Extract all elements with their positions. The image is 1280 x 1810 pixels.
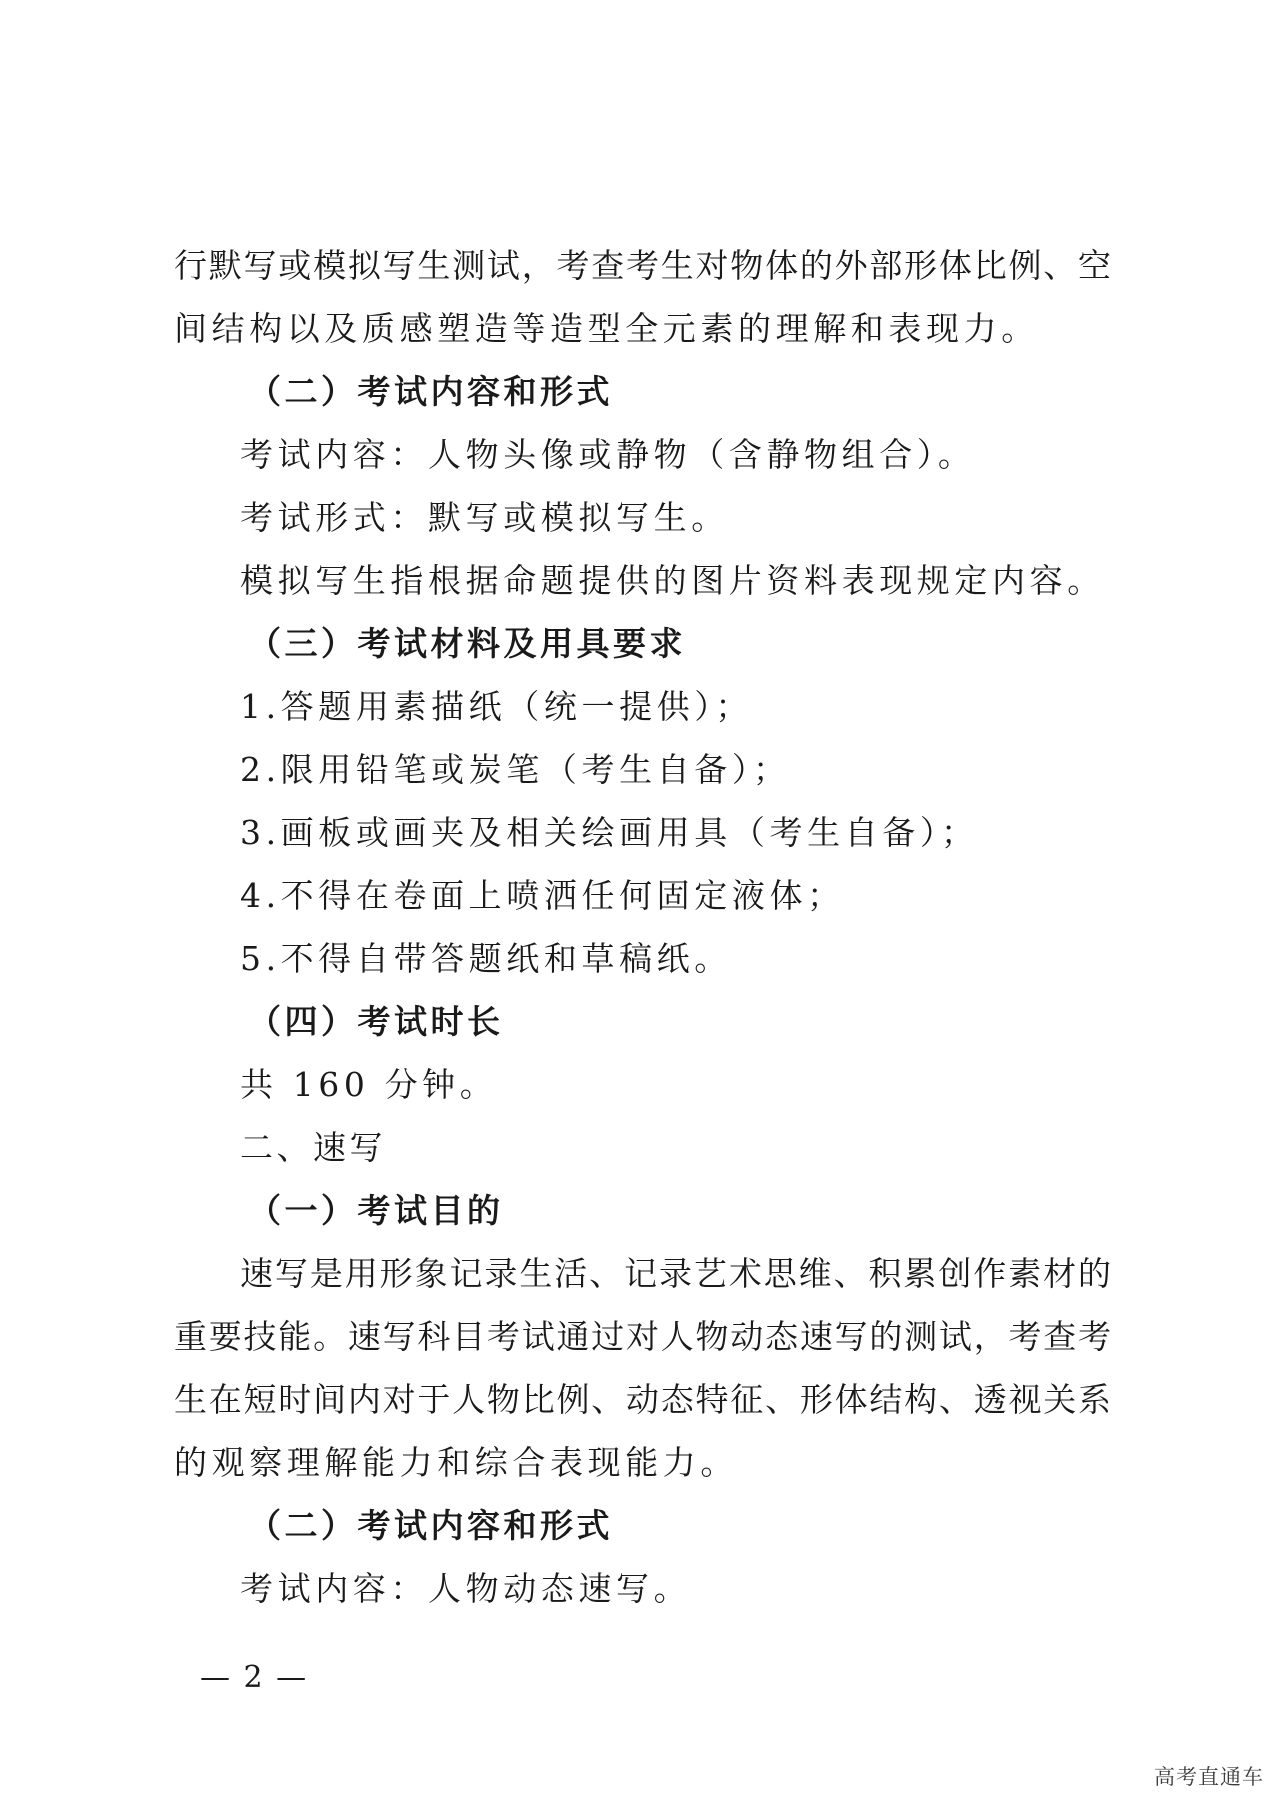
paragraph-line: 的观察理解能力和综合表现能力。 — [174, 1443, 738, 1482]
subheading-content-format: （二）考试内容和形式 — [248, 372, 613, 411]
paragraph-line: 共 160 分钟。 — [240, 1065, 498, 1104]
list-item: 2.限用铅笔或炭笔（考生自备）； — [240, 750, 791, 789]
list-item: 3.画板或画夹及相关绘画用具（考生自备）； — [240, 813, 979, 852]
subheading-purpose: （一）考试目的 — [248, 1191, 504, 1230]
list-item: 5.不得自带答题纸和草稿纸。 — [240, 939, 732, 978]
subheading-content-format-2: （二）考试内容和形式 — [248, 1506, 613, 1545]
paragraph-line: 行默写或模拟写生测试，考查考生对物体的外部形体比例、空 — [174, 246, 1111, 285]
paragraph-line: 生在短时间内对于人物比例、动态特征、形体结构、透视关系 — [174, 1380, 1111, 1419]
section-heading-sketch: 二、速写 — [240, 1128, 386, 1167]
list-item: 1.答题用素描纸（统一提供）； — [240, 687, 753, 726]
list-item: 4.不得在卷面上喷洒任何固定液体； — [240, 876, 845, 915]
subheading-duration: （四）考试时长 — [248, 1002, 504, 1041]
watermark: 高考直通车 — [1154, 1765, 1264, 1789]
paragraph-line: 间结构以及质感塑造等造型全元素的理解和表现力。 — [174, 309, 1039, 348]
page-number: — 2 — — [200, 1660, 309, 1695]
subheading-materials: （三）考试材料及用具要求 — [248, 624, 686, 663]
paragraph-line: 速写是用形象记录生活、记录艺术思维、积累创作素材的 — [240, 1254, 1111, 1293]
paragraph-line: 考试形式：默写或模拟写生。 — [240, 498, 729, 537]
paragraph-line: 模拟写生指根据命题提供的图片资料表现规定内容。 — [240, 561, 1105, 600]
paragraph-line: 重要技能。速写科目考试通过对人物动态速写的测试，考查考 — [174, 1317, 1111, 1356]
paragraph-line: 考试内容：人物动态速写。 — [240, 1569, 692, 1608]
paragraph-line: 考试内容：人物头像或静物（含静物组合）。 — [240, 435, 976, 474]
